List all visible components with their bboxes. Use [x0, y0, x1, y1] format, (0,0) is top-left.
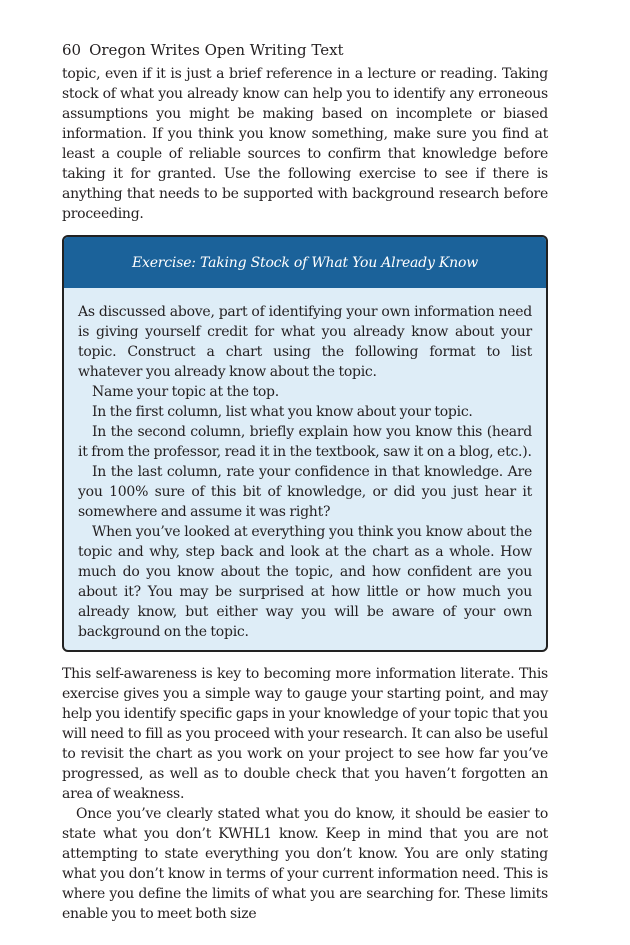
page — [62, 40, 548, 924]
intro-paragraph: topic, even if it is just a brief reference in a lecture or reading. Taking stock of what you already know can help you to identify any erroneous assumptions you might be making based on incomplete or biased information. If you think you know something, make sure you find at least a couple of reliable sources to confirm that knowledge before taking it for granted. Use the following exercise to see if there is anything that needs to be supported with background research before proceeding. — [62, 66, 548, 222]
exercise-body — [64, 288, 546, 650]
body-paragraph: This self-awareness is key to becoming more information literate. This exercise gives you a simple way to gauge your starting point, and may help you identify specific gaps in your knowledge of your topic that you will need to fill as you proceed with your research. It can also be useful to revisit the chart as you work on your project to see how far you’ve progressed, as well as to double check that you haven’t forgotten an area of weakness. — [62, 666, 548, 802]
exercise-paragraph: Name your topic at the top. — [92, 384, 279, 400]
exercise-paragraph: As discussed above, part of identifying your own information need is giving yourself credit for what you already know about your topic. Construct a chart using the following format to list whatever you already know about the topic. — [78, 304, 532, 380]
exercise-paragraph: In the first column, list what you know about your topic. — [92, 404, 473, 420]
exercise-box — [62, 235, 548, 652]
exercise-paragraph: When you’ve looked at everything you think you know about the topic and why, step back and look at the chart as a whole. How much do you know about the topic, and how confident are you about it? You may be surprised at how little or how much you already know, but either way you will be aware of your own background on the topic. — [78, 524, 532, 640]
exercise-header — [64, 237, 546, 288]
running-head — [62, 40, 548, 60]
book-title: Oregon Writes Open Writing Text — [89, 41, 344, 59]
exercise-paragraph: In the second column, briefly explain how you know this (heard it from the professor, read it in the textbook, saw it on a blog, etc.). — [78, 424, 532, 460]
page-number: 60 — [62, 41, 82, 59]
body-paragraph: Once you’ve clearly stated what you do know, it should be easier to state what you don’t KWHL1 know. Keep in mind that you are not attempting to state everything you don’t know. You are only stating what you don’t know in terms of your current information need. This is where you define the limits of what you are searching for. These limits enable you to meet both size — [62, 806, 548, 922]
exercise-title: Exercise: Taking Stock of What You Already Know — [132, 254, 478, 271]
exercise-paragraph: In the last column, rate your confidence in that knowledge. Are you 100% sure of this bit of knowledge, or did you just hear it somewhere and assume it was right? — [78, 464, 532, 520]
